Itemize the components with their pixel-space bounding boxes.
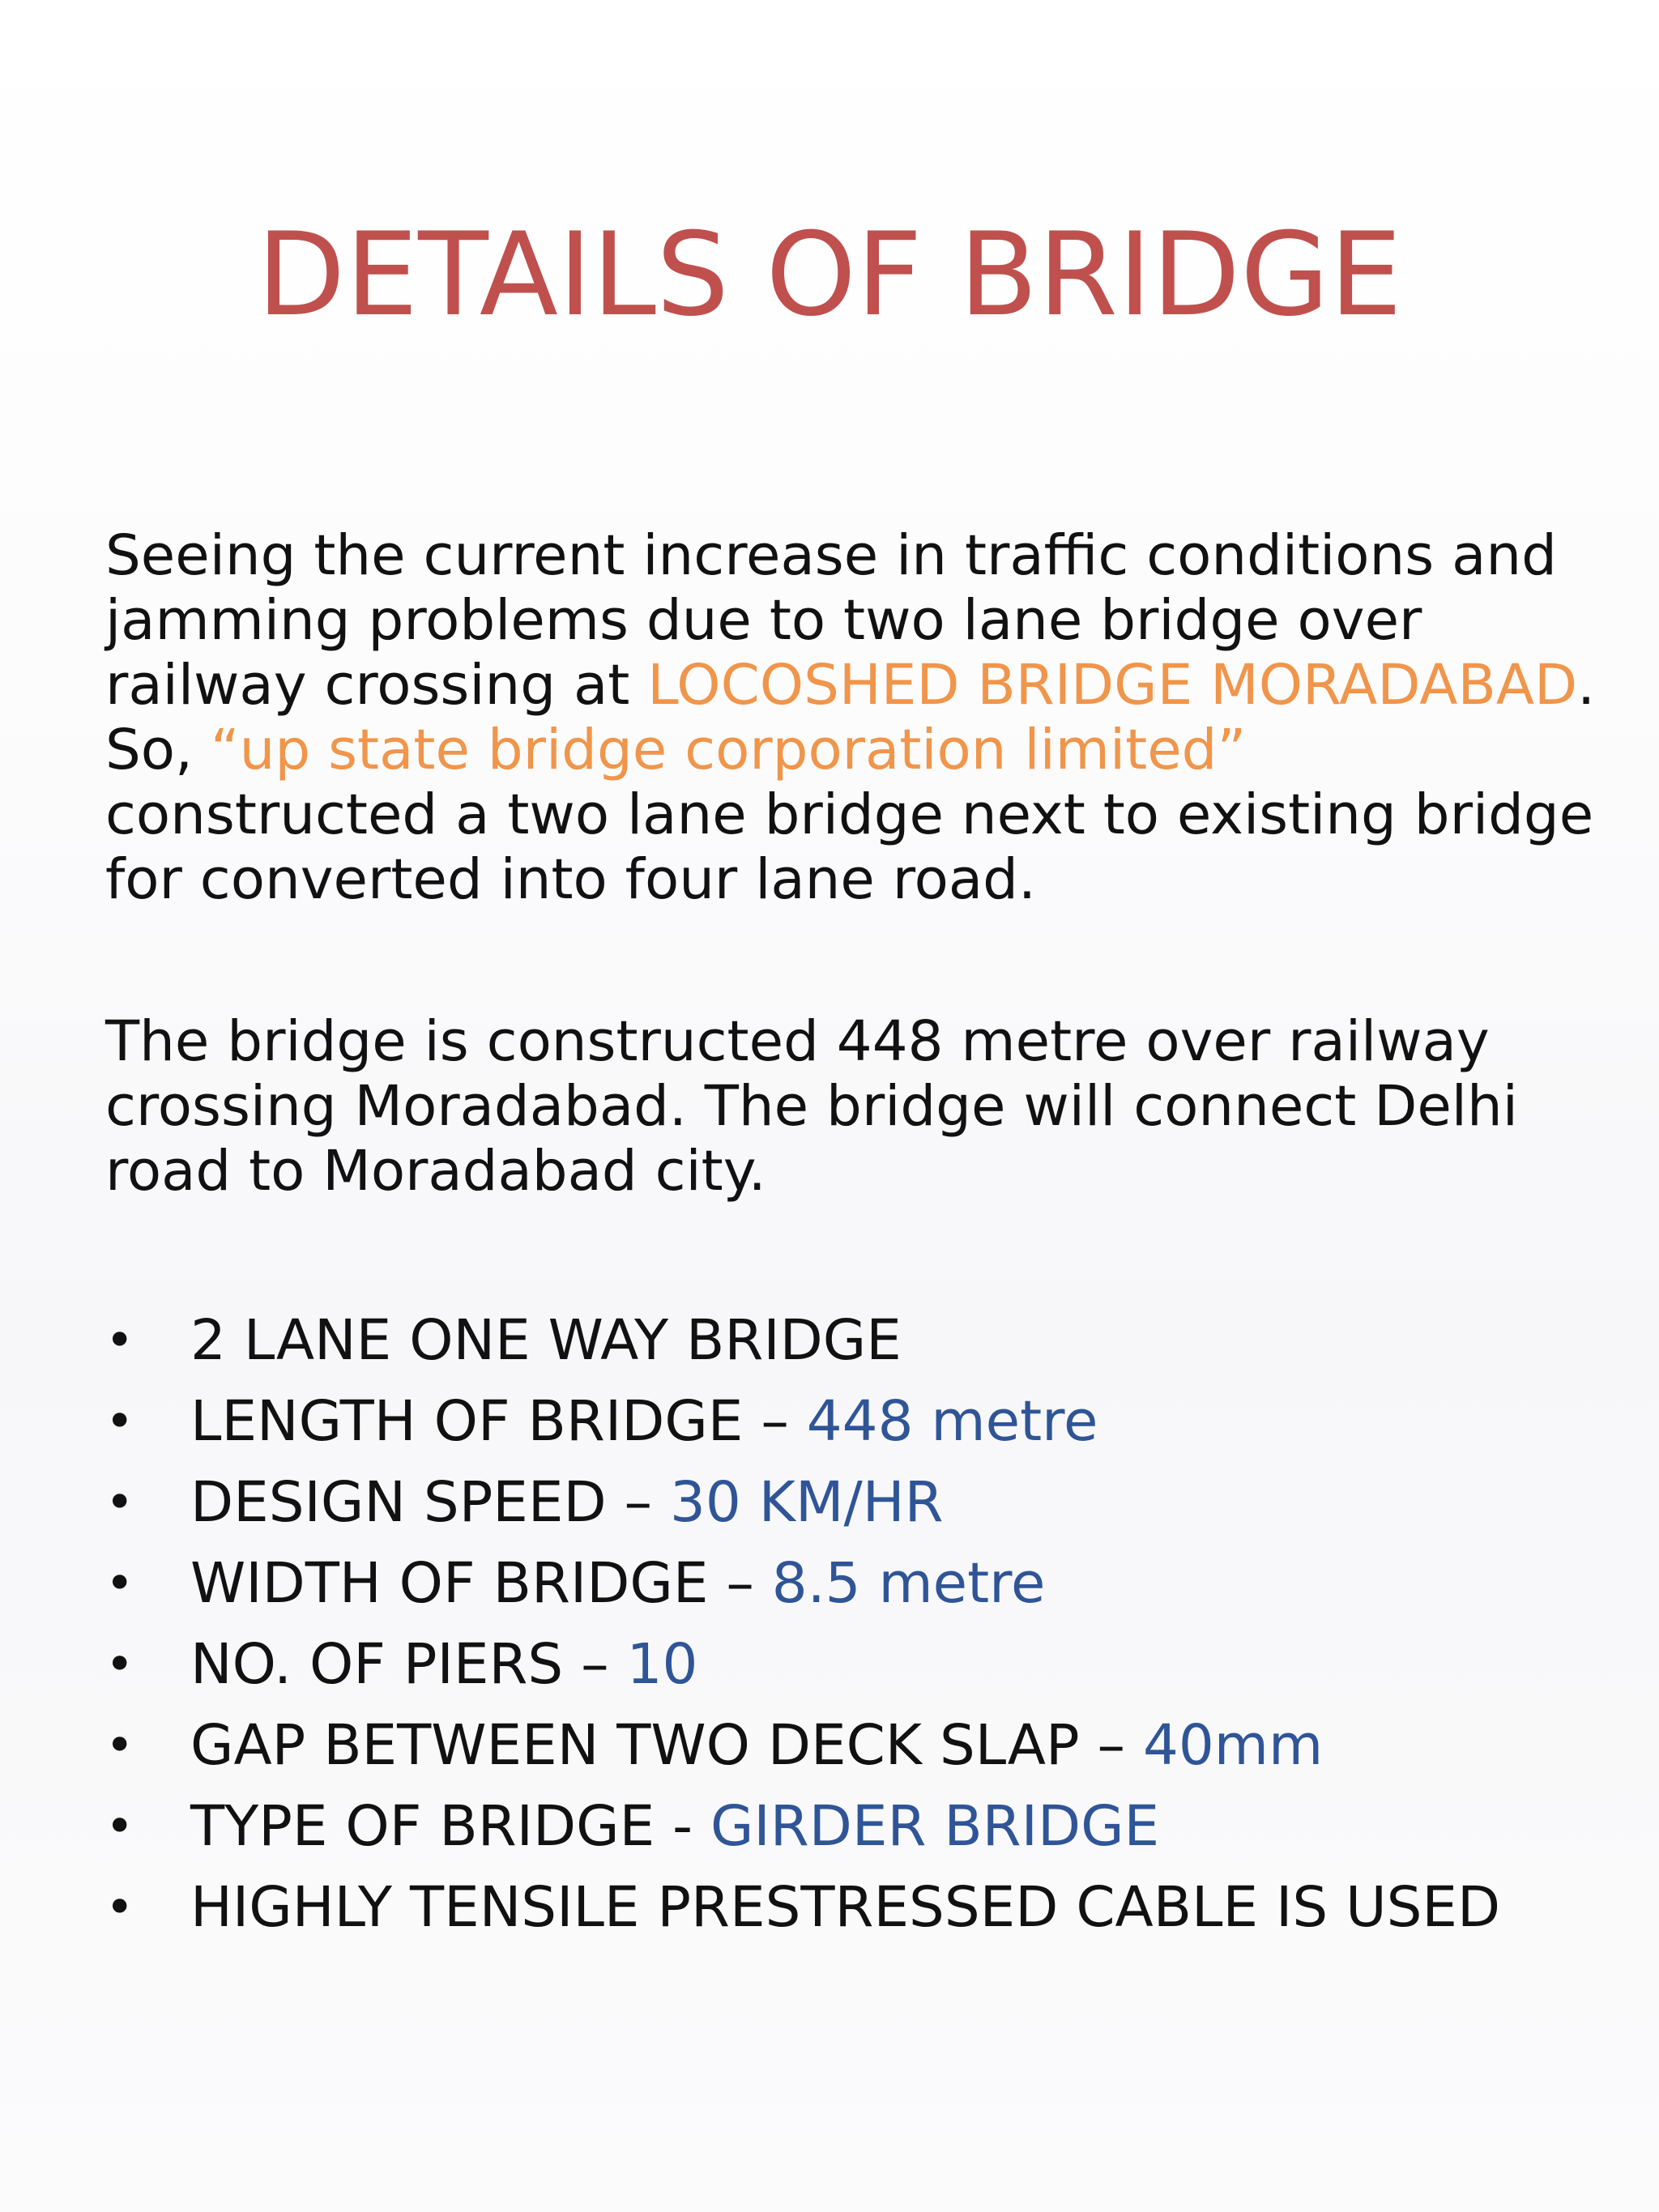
bullet-icon: • [105, 1312, 134, 1369]
spec-label: TYPE OF BRIDGE - [190, 1794, 710, 1859]
intro-line [105, 653, 1628, 718]
intro-text: So, [105, 718, 211, 782]
spec-label: 2 LANE ONE WAY BRIDGE [190, 1308, 902, 1373]
list-item [105, 1462, 1628, 1543]
intro-line [105, 718, 1628, 782]
list-item [105, 1381, 1628, 1462]
bullet-icon: • [105, 1555, 134, 1612]
list-item [105, 1705, 1628, 1786]
spec-value: 40mm [1142, 1713, 1324, 1778]
list-item [105, 1786, 1628, 1867]
intro-text: railway crossing at [105, 653, 648, 718]
spec-value: GIRDER BRIDGE [710, 1794, 1160, 1859]
bullet-icon: • [105, 1636, 134, 1693]
bullet-icon: • [105, 1474, 134, 1531]
spec-value: 8.5 metre [771, 1551, 1046, 1616]
spec-label: LENGTH OF BRIDGE – [190, 1389, 807, 1454]
spec-label: DESIGN SPEED – [190, 1470, 670, 1535]
bullet-icon: • [105, 1717, 134, 1774]
intro-text: . [1577, 653, 1596, 718]
intro-line: jamming problems due to two lane bridge over [105, 588, 1422, 653]
bullet-icon: • [105, 1798, 134, 1855]
location-highlight: LOCOSHED BRIDGE MORADABAD [647, 653, 1578, 718]
organization-highlight: “up state bridge corporation limited” [210, 718, 1247, 782]
description-line: The bridge is constructed 448 metre over railway [105, 1009, 1490, 1074]
description-line: crossing Moradabad. The bridge will connect Delhi [105, 1074, 1518, 1139]
list-item [105, 1300, 1628, 1381]
intro-line: constructed a two lane bridge next to existing bridge [105, 782, 1594, 847]
description-paragraph [105, 1009, 1628, 1204]
spec-value: 30 KM/HR [670, 1470, 944, 1535]
list-item [105, 1867, 1628, 1948]
spec-label: GAP BETWEEN TWO DECK SLAP – [190, 1713, 1143, 1778]
intro-line: Seeing the current increase in traffic conditions and [105, 523, 1557, 588]
bullet-icon: • [105, 1879, 134, 1936]
intro-line: for converted into four lane road. [105, 847, 1036, 912]
intro-paragraph [105, 523, 1628, 912]
specification-list [105, 1300, 1628, 1948]
spec-value: 10 [626, 1632, 698, 1697]
spec-label: WIDTH OF BRIDGE – [190, 1551, 772, 1616]
list-item [105, 1543, 1628, 1624]
spec-label: HIGHLY TENSILE PRESTRESSED CABLE IS USED [190, 1875, 1501, 1940]
spec-label: NO. OF PIERS – [190, 1632, 627, 1697]
slide-title: DETAILS OF BRIDGE [257, 208, 1402, 342]
spec-value: 448 metre [806, 1389, 1098, 1454]
description-line: road to Moradabad city. [105, 1139, 766, 1204]
bullet-icon: • [105, 1393, 134, 1450]
list-item [105, 1624, 1628, 1705]
